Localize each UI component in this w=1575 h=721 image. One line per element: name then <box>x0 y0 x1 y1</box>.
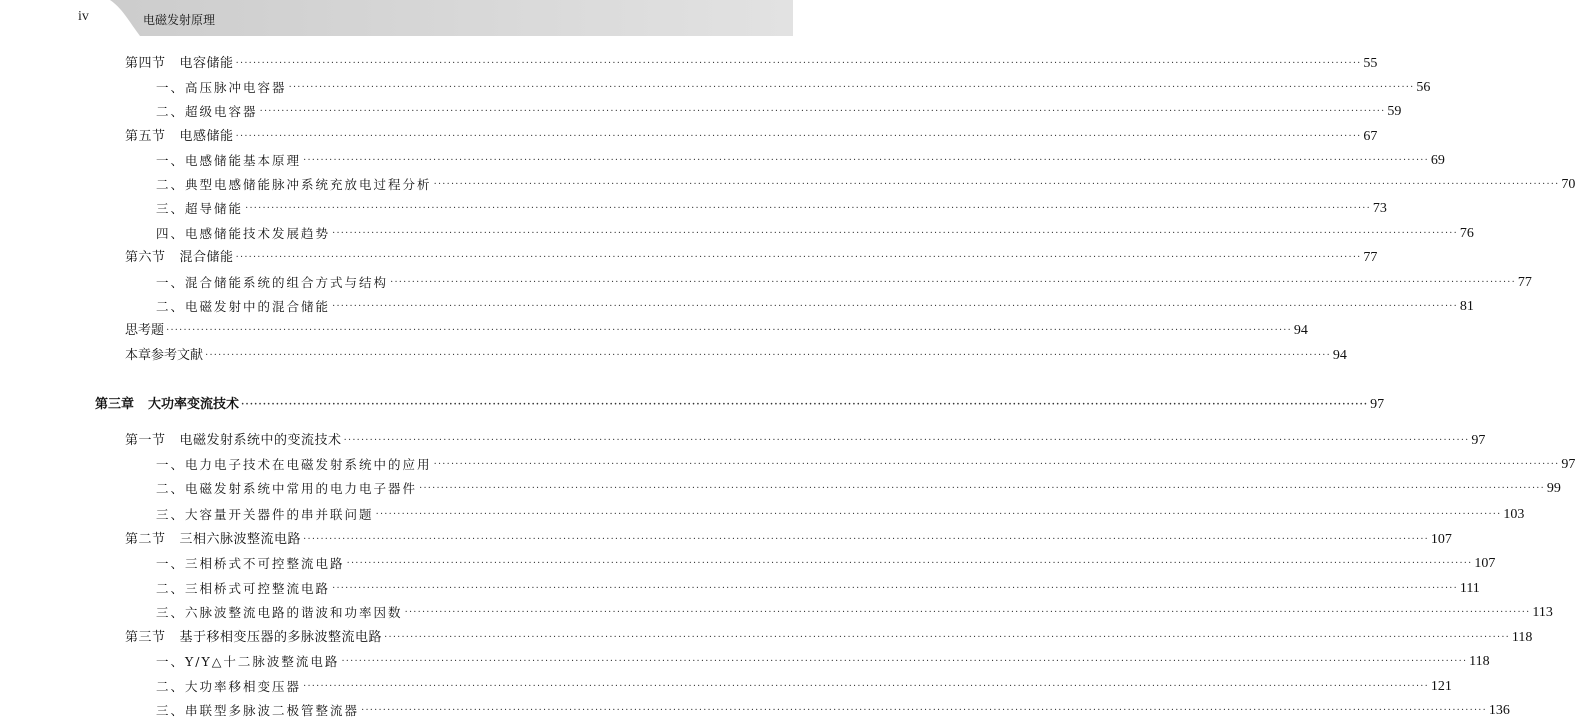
toc-entry-label: 第三节 <box>125 630 166 645</box>
toc-entry-text: 三、超导储能 <box>156 201 244 216</box>
toc-entry-item[interactable] <box>156 151 1445 171</box>
toc-entry-text: 混合储能 <box>179 250 234 265</box>
toc-entry-text: 思考题 <box>125 323 165 338</box>
toc-entry-page: 55 <box>1363 56 1378 71</box>
toc-entry-text: 一、Y/Y△十二脉波整流电路 <box>156 654 340 669</box>
toc-entry-title <box>156 554 345 574</box>
toc-entry-title <box>125 530 301 550</box>
dot-leader: ···································································································································································································································································· <box>332 301 1458 312</box>
toc-entry-text: 三、大容量开关器件的串并联问题 <box>156 507 374 522</box>
toc-entry-misc[interactable] <box>125 346 1347 366</box>
toc-entry-text: 一、混合储能系统的组合方式与结构 <box>156 275 389 290</box>
header-band <box>0 0 793 36</box>
toc-entry-title <box>156 505 374 525</box>
toc-entry-title <box>156 652 339 672</box>
toc-entry-page: 111 <box>1459 581 1480 596</box>
toc-entry-label: 第四节 <box>125 56 166 71</box>
toc-entry-title <box>95 395 239 415</box>
toc-entry-page: 118 <box>1511 630 1533 645</box>
toc-entry-title <box>156 455 432 475</box>
toc-entry-misc[interactable] <box>125 321 1308 341</box>
toc-entry-page: 73 <box>1372 201 1387 216</box>
toc-entry-page: 94 <box>1332 348 1347 363</box>
toc-entry-page: 121 <box>1430 679 1452 694</box>
toc-entry-page: 56 <box>1416 80 1431 95</box>
toc-entry-item[interactable] <box>156 175 1575 195</box>
toc-entry-item[interactable] <box>156 102 1402 122</box>
toc-entry-page: 107 <box>1474 556 1496 571</box>
dot-leader: ···································································································································································································································································· <box>303 155 1429 166</box>
toc-entry-title <box>156 199 243 219</box>
toc-entry-page: 81 <box>1459 299 1474 314</box>
toc-entry-text: 二、大功率移相变压器 <box>156 679 302 694</box>
dot-leader: ···································································································································································································································································· <box>433 459 1560 470</box>
toc-entry-item[interactable] <box>156 603 1553 623</box>
dot-leader: ···································································································································································································································································· <box>303 681 1429 692</box>
toc-entry-item[interactable] <box>156 78 1431 98</box>
dot-leader: ···································································································································································································································································· <box>303 534 1429 545</box>
toc-entry-label: 第三章 <box>95 397 135 412</box>
toc-entry-text: 电磁发射系统中的变流技术 <box>179 433 342 448</box>
dot-leader: ···································································································································································································································································· <box>384 632 1510 643</box>
toc-entry-text: 四、电感储能技术发展趋势 <box>156 226 331 241</box>
toc-entry-item[interactable] <box>156 505 1525 525</box>
page-number: iv <box>78 9 89 24</box>
toc-entry-page: 67 <box>1363 129 1378 144</box>
dot-leader: ···································································································································································································································································· <box>259 106 1386 117</box>
toc-entry-text: 三相六脉波整流电路 <box>179 532 302 547</box>
dot-leader: ···································································································································································································································································· <box>419 483 1545 494</box>
toc-entry-text: 二、超级电容器 <box>156 104 258 119</box>
dot-leader: ···································································································································································································································································· <box>390 277 1516 288</box>
toc-entry-item[interactable] <box>156 479 1561 499</box>
dot-leader: ···································································································································································································································································· <box>235 252 1362 263</box>
page-header <box>0 0 793 36</box>
toc-entry-text: 一、三相桥式不可控整流电路 <box>156 556 345 571</box>
dot-leader: ···································································································································································································································································· <box>375 509 1502 520</box>
toc-entry-section[interactable] <box>125 54 1378 74</box>
dot-leader: ···································································································································································································································································· <box>332 583 1458 594</box>
toc-entry-title <box>156 175 432 195</box>
toc-entry-section[interactable] <box>125 127 1378 147</box>
toc-entry-title <box>125 346 203 366</box>
toc-entry-text: 大功率变流技术 <box>148 397 240 412</box>
toc-entry-text: 一、电力电子技术在电磁发射系统中的应用 <box>156 457 432 472</box>
toc-entry-chapter[interactable] <box>95 395 1385 415</box>
toc-entry-page: 103 <box>1503 507 1525 522</box>
toc-entry-section[interactable] <box>125 248 1378 268</box>
toc-entry-page: 69 <box>1430 153 1445 168</box>
toc-entry-text: 本章参考文献 <box>125 348 204 363</box>
toc-entry-item[interactable] <box>156 199 1387 219</box>
toc-entry-item[interactable] <box>156 677 1452 697</box>
toc-entry-page: 77 <box>1363 250 1378 265</box>
dot-leader: ···································································································································································································································································· <box>245 203 1371 214</box>
dot-leader: ···································································································································································································································································· <box>288 82 1415 93</box>
dot-leader: ···································································································································································································································································· <box>235 58 1362 69</box>
toc-entry-page: 107 <box>1430 532 1452 547</box>
toc-entry-item[interactable] <box>156 297 1474 317</box>
toc-entry-page: 77 <box>1517 275 1532 290</box>
toc-entry-section[interactable] <box>125 431 1486 451</box>
toc-entry-page: 94 <box>1293 323 1308 338</box>
toc-entry-item[interactable] <box>156 701 1510 721</box>
toc-entry-page: 97 <box>1370 397 1385 412</box>
toc-entry-page: 118 <box>1469 654 1490 669</box>
toc-entry-title <box>156 224 330 244</box>
toc-entry-label: 第六节 <box>125 250 166 265</box>
toc-entry-title <box>156 78 287 98</box>
toc-entry-title <box>156 603 403 623</box>
toc-entry-title <box>156 701 359 721</box>
toc-entry-page: 97 <box>1561 457 1575 472</box>
dot-leader: ···································································································································································································································································· <box>343 435 1470 446</box>
toc-entry-text: 电感储能 <box>179 129 234 144</box>
toc-entry-page: 99 <box>1546 481 1561 496</box>
toc-entry-text: 基于移相变压器的多脉波整流电路 <box>179 630 383 645</box>
toc-entry-text: 一、电感储能基本原理 <box>156 153 302 168</box>
toc-entry-label: 第一节 <box>125 433 166 448</box>
toc-entry-title <box>125 431 342 451</box>
dot-leader: ···································································································································································································································································· <box>332 228 1458 239</box>
toc-entry-title <box>156 151 301 171</box>
toc-entry-page: 70 <box>1561 177 1575 192</box>
toc-entry-title <box>125 248 234 268</box>
dot-leader: ···································································································································································································································································· <box>433 179 1560 190</box>
toc-entry-page: 136 <box>1488 703 1510 718</box>
toc-entry-title <box>156 273 388 293</box>
toc-entry-item[interactable] <box>156 652 1490 672</box>
dot-leader: ···································································································································································································································································· <box>361 705 1487 716</box>
toc-entry-item[interactable] <box>156 224 1474 244</box>
dot-leader: ···································································································································································································································································· <box>166 325 1292 336</box>
toc-entry-section[interactable] <box>125 628 1533 648</box>
toc-entry-text: 二、典型电感储能脉冲系统充放电过程分析 <box>156 177 432 192</box>
toc-entry-text: 二、电磁发射中的混合储能 <box>156 299 331 314</box>
toc-entry-page: 113 <box>1532 605 1553 620</box>
dot-leader: ···································································································································································································································································· <box>404 607 1531 618</box>
toc-entry-item[interactable] <box>156 273 1532 293</box>
toc-entry-text: 电容储能 <box>179 56 234 71</box>
toc-entry-text: 一、高压脉冲电容器 <box>156 80 287 95</box>
toc-entry-title <box>156 102 258 122</box>
toc-entry-title <box>125 628 382 648</box>
dot-leader: ···································································································································································································································································· <box>235 131 1362 142</box>
toc-entry-text: 二、三相桥式可控整流电路 <box>156 581 331 596</box>
dot-leader: ···································································································································································································································································· <box>341 656 1468 667</box>
toc-entry-text: 二、电磁发射系统中常用的电力电子器件 <box>156 481 418 496</box>
running-title: 电磁发射原理 <box>143 13 216 27</box>
toc-entry-label: 第二节 <box>125 532 166 547</box>
dot-leader: ···································································································································································································································································· <box>346 558 1473 569</box>
toc-entry-page: 76 <box>1459 226 1474 241</box>
toc-entry-title <box>156 579 330 599</box>
toc-entry-page: 97 <box>1471 433 1486 448</box>
toc-entry-section[interactable] <box>125 530 1452 550</box>
toc-entry-item[interactable] <box>156 579 1480 599</box>
toc-entry-item[interactable] <box>156 455 1575 475</box>
dot-leader: ···································································································································································································································································· <box>205 350 1331 361</box>
toc-entry-title <box>156 677 301 697</box>
toc-entry-title <box>156 297 330 317</box>
toc-entry-text: 三、串联型多脉波二极管整流器 <box>156 703 360 718</box>
toc-entry-text: 三、六脉波整流电路的谐波和功率因数 <box>156 605 403 620</box>
toc-entry-page: 59 <box>1387 104 1402 119</box>
toc-entry-title <box>125 127 234 147</box>
toc-entry-item[interactable] <box>156 554 1496 574</box>
toc-entry-label: 第五节 <box>125 129 166 144</box>
toc-entry-title <box>125 321 164 341</box>
dot-leader: ···································································································································································································································································· <box>241 399 1369 410</box>
toc-entry-title <box>125 54 234 74</box>
toc-entry-title <box>156 479 417 499</box>
